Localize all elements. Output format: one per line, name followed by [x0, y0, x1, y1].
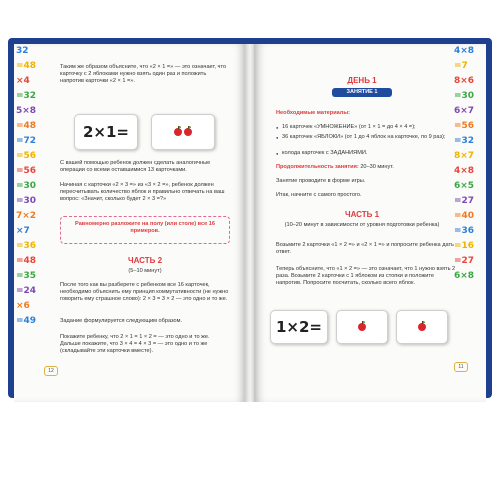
edge-multiplication-text: =27 [454, 256, 475, 266]
edge-multiplication-text: 32 [16, 46, 29, 56]
right-para-2: Теперь объясните, что «1 × 2 =» — это означает, что 1 нужно взять 2 раза. Возьмите 2 карточки с 1 яблоком из стопки и положите напротив. Попросите посчитать, сколько всего яблок. [276, 266, 456, 287]
left-para-1: Таким же образом объясните, что «2 × 1 =» — это означает, что карточку с 2 яблоками нужно взять один раз и положить напротив карточки «2 × 1 =». [60, 64, 227, 85]
right-edge-decoration [454, 44, 474, 284]
edge-multiplication-text: =32 [16, 91, 37, 101]
edge-multiplication-text: ×7 [16, 226, 30, 236]
edge-multiplication-text: =24 [16, 286, 37, 296]
page-number-right: 11 [454, 362, 468, 372]
edge-multiplication-text: 8×6 [454, 76, 475, 86]
edge-multiplication-text: 6×7 [454, 106, 475, 116]
right-para-1: Возьмите 2 карточки «1 × 2 =» и «2 × 1 =» и попросите ребенка дать ответ. [276, 242, 454, 256]
part-1-subtitle: (10–20 минут в зависимости от уровня подготовки ребенка) [284, 222, 440, 228]
game-note: Занятие проводите в форме игры. [276, 178, 366, 184]
edge-multiplication-text: =48 [16, 256, 37, 266]
apple-icon [418, 323, 426, 331]
card-1x2 [270, 310, 328, 344]
apple-icon [184, 128, 192, 136]
page-number-left: 12 [44, 366, 58, 376]
left-page [14, 44, 246, 402]
duration [276, 164, 456, 171]
edge-multiplication-text: =32 [454, 136, 475, 146]
card-2x1 [74, 114, 138, 150]
edge-multiplication-text: =40 [454, 211, 475, 221]
card-2x1-equation: 2×1= [82, 123, 129, 141]
note-box: Равномерно разложите на полу (или столе) все 16 примеров. [60, 216, 230, 244]
edge-multiplication-text: =30 [454, 91, 475, 101]
materials-title: Необходимые материалы: [276, 110, 350, 116]
edge-multiplication-text: =27 [454, 196, 475, 206]
left-para-2: С вашей помощью ребенок должен сделать аналогичные операции со всеми оставшимися 13 карточками. [60, 160, 211, 174]
edge-multiplication-text: =56 [454, 121, 475, 131]
edge-multiplication-text: =49 [16, 316, 37, 326]
edge-multiplication-text: =30 [16, 196, 37, 206]
part-1-title: ЧАСТЬ 1 [344, 210, 380, 219]
card-one-apple [396, 310, 448, 344]
edge-multiplication-text: 7×2 [16, 211, 37, 221]
card-1x2-equation: 1×2= [275, 318, 322, 336]
edge-multiplication-text: =36 [454, 226, 475, 236]
materials-item: ● 36 карточек «ЯБЛОКИ» (от 1 до 4 яблок на карточке, по 9 раз); [282, 134, 447, 141]
edge-multiplication-text: 6×8 [454, 271, 475, 281]
materials-item: ● колода карточек с ЗАДАНИЯМИ. [282, 150, 447, 157]
apple-icon [358, 323, 366, 331]
left-edge-decoration [16, 44, 36, 329]
duration-label: Продолжительность занятия: [276, 164, 359, 170]
edge-multiplication-text: =35 [16, 271, 37, 281]
edge-multiplication-text: =56 [16, 166, 37, 176]
left-para-6: Покажите ребенку, что 2 × 1 = 1 × 2 = — это одно и то же. Дальше покажите, что 3 × 4 = 4 × 3 = — это одно и то же (складывайте эти карточки вместе). [60, 334, 210, 355]
right-page [254, 44, 486, 402]
lesson-badge: ЗАНЯТИЕ 1 [332, 88, 392, 97]
duration-value: 20–30 минут. [360, 164, 394, 170]
materials-item: ● 16 карточек «УМНОЖЕНИЕ» (от 1 × 1 = до 4 × 4 =); [282, 124, 447, 131]
edge-multiplication-text: =36 [16, 241, 37, 251]
edge-multiplication-text: =72 [16, 136, 37, 146]
apple-icon [174, 128, 182, 136]
left-para-4: После того как вы разберете с ребенком все 16 карточек, необходимо объяснить ему принцип коммутативности (не нужно говорить ему страшное слово): 2 × 3 = 3 × 2 — это одно и то же. [60, 282, 229, 303]
edge-multiplication-text: =48 [16, 61, 37, 71]
part-2-subtitle: (5–10 минут) [128, 268, 162, 274]
edge-multiplication-text: =16 [454, 241, 475, 251]
edge-multiplication-text: 5×8 [16, 106, 37, 116]
edge-multiplication-text: =48 [16, 121, 37, 131]
edge-multiplication-text: =30 [16, 181, 37, 191]
left-para-5: Задание формулируется следующим образом. [60, 318, 183, 324]
edge-multiplication-text: ×4 [16, 76, 30, 86]
edge-multiplication-text: 6×5 [454, 181, 475, 191]
edge-multiplication-text: 4×8 [454, 166, 475, 176]
card-one-apple [336, 310, 388, 344]
left-para-3: Начиная с карточки «2 × 3 =» из «3 × 2 =», ребенок должен пересчитывать количество яблок и правильно отвечать на ваш вопрос: «Значит, сколько будет 2 × 3 =?» [60, 182, 225, 203]
edge-multiplication-text: ×6 [16, 301, 30, 311]
card-two-apples [151, 114, 215, 150]
part-2-title: ЧАСТЬ 2 [127, 256, 163, 265]
start-note: Итак, начните с самого простого. [276, 192, 362, 198]
edge-multiplication-text: =56 [16, 151, 37, 161]
edge-multiplication-text: 8×7 [454, 151, 475, 161]
edge-multiplication-text: =7 [454, 61, 468, 71]
edge-multiplication-text: 4×8 [454, 46, 475, 56]
day-title: ДЕНЬ 1 [347, 76, 377, 85]
